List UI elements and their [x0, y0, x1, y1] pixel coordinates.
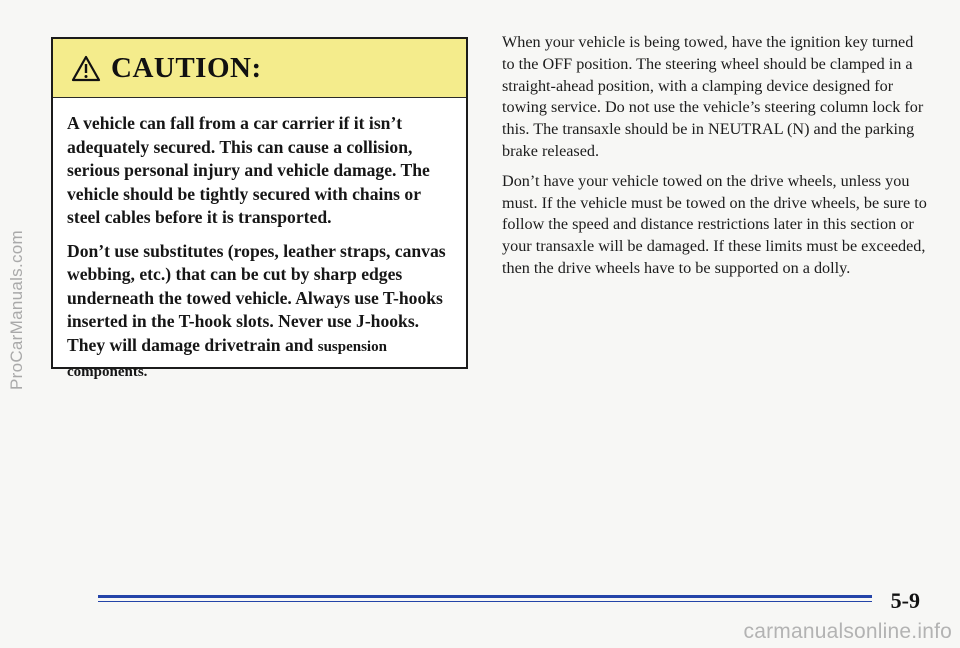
side-watermark: [6, 120, 28, 500]
footer-rule-thin: [98, 601, 872, 602]
body-text-column: [502, 32, 927, 288]
side-watermark-text: ProCarManuals.com: [7, 229, 27, 391]
bottom-watermark: carmanualsonline.info: [743, 620, 952, 643]
caution-title: CAUTION:: [111, 51, 262, 84]
caution-paragraph-2: [67, 240, 452, 385]
caution-paragraph-1: A vehicle can fall from a car carrier if it isn’t adequately secured. This can cause a collision, serious personal injury and vehicle damage. The vehicle should be tightly secured with chains or steel cables before it is transported.: [67, 113, 430, 227]
caution-paragraph-2-end: suspension components.: [67, 338, 387, 380]
page-number: 5-9: [890, 588, 920, 613]
caution-paragraph-2-main: Don’t use substitutes (ropes, leather straps, canvas webbing, etc.) that can be cut by sharp edges underneath the towed vehicle. Always use T-hooks inserted in the T-hook slots. Never use J-hooks. They will damage drivetrain and: [67, 240, 446, 355]
caution-box: [51, 37, 468, 380]
footer-rule-thick: [98, 595, 872, 598]
warning-triangle-icon: [71, 55, 101, 82]
body-paragraph-1: When your vehicle is being towed, have the ignition key turned to the OFF position. The steering wheel should be clamped in a straight-ahead position, with a clamping device designed for towing service. Do not use the vehicle’s steering column lock for this. The transaxle should be in NEUTRAL (N) and the parking brake released.: [502, 33, 924, 160]
caution-body: [53, 98, 466, 385]
caution-header: [53, 39, 466, 98]
body-paragraph-2: Don’t have your vehicle towed on the drive wheels, unless you must. If the vehicle must be towed on the drive wheels, be sure to follow the speed and distance restrictions later in this section or your transaxle will be damaged. If these limits must be exceeded, then the drive wheels have to be supported on a dolly.: [502, 171, 927, 277]
